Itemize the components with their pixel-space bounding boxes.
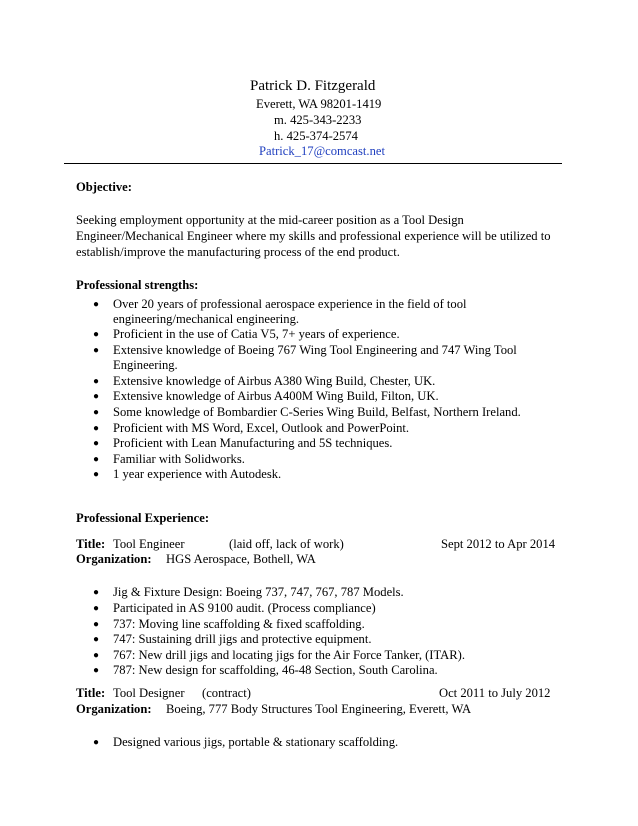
home-phone: h. 425-374-2574	[274, 129, 358, 143]
bullet-icon: ●	[93, 407, 100, 418]
strengths-heading: Professional strengths:	[76, 278, 199, 292]
job-item: 747: Sustaining drill jigs and protective equipment.	[113, 632, 372, 646]
bullet-icon: ●	[93, 634, 100, 645]
mobile-phone: m. 425-343-2233	[274, 113, 362, 127]
strength-item: Extensive knowledge of Airbus A380 Wing Build, Chester, UK.	[113, 374, 436, 388]
bullet-icon: ●	[93, 665, 100, 676]
header-divider	[64, 163, 562, 164]
bullet-icon: ●	[93, 423, 100, 434]
strength-item: Over 20 years of professional aerospace experience in the field of tool	[113, 297, 467, 311]
strength-item: Familiar with Solidworks.	[113, 452, 245, 466]
bullet-icon: ●	[93, 438, 100, 449]
strength-item: Some knowledge of Bombardier C-Series Wing Build, Belfast, Northern Ireland.	[113, 405, 521, 419]
bullet-icon: ●	[93, 454, 100, 465]
bullet-icon: ●	[93, 329, 100, 340]
job-dates: Oct 2011 to July 2012	[439, 686, 551, 700]
job-title: Tool Designer	[113, 686, 185, 700]
job-org-label: Organization:	[76, 702, 152, 716]
job-note: (laid off, lack of work)	[229, 537, 344, 551]
bullet-icon: ●	[93, 345, 100, 356]
address-line: Everett, WA 98201-1419	[256, 97, 382, 111]
job-org-label: Organization:	[76, 552, 152, 566]
objective-line: Seeking employment opportunity at the mid-career position as a Tool Design	[76, 213, 464, 227]
strength-item: Extensive knowledge of Airbus A400M Wing Build, Filton, UK.	[113, 389, 439, 403]
bullet-icon: ●	[93, 469, 100, 480]
objective-line: establish/improve the manufacturing process of the end product.	[76, 245, 400, 259]
strength-item-continued: engineering/mechanical engineering.	[113, 312, 300, 326]
job-item: Jig & Fixture Design: Boeing 737, 747, 767, 787 Models.	[113, 585, 404, 599]
job-item: 737: Moving line scaffolding & fixed scaffolding.	[113, 617, 365, 631]
strength-item: Proficient with MS Word, Excel, Outlook and PowerPoint.	[113, 421, 410, 435]
bullet-icon: ●	[93, 587, 100, 598]
applicant-name: Patrick D. Fitzgerald	[250, 78, 376, 94]
strength-item: 1 year experience with Autodesk.	[113, 467, 282, 481]
strength-item: Extensive knowledge of Boeing 767 Wing Tool Engineering and 747 Wing Tool	[113, 343, 517, 357]
bullet-icon: ●	[93, 650, 100, 661]
job-item: Designed various jigs, portable & stationary scaffolding.	[113, 735, 399, 749]
email-link[interactable]: Patrick_17@comcast.net	[259, 144, 385, 158]
job-org: HGS Aerospace, Bothell, WA	[166, 552, 316, 566]
job-title-label: Title:	[76, 686, 106, 700]
job-item: Participated in AS 9100 audit. (Process compliance)	[113, 601, 376, 615]
job-item: 767: New drill jigs and locating jigs for the Air Force Tanker, (ITAR).	[113, 648, 466, 662]
bullet-icon: ●	[93, 391, 100, 402]
bullet-icon: ●	[93, 299, 100, 310]
bullet-icon: ●	[93, 376, 100, 387]
bullet-icon: ●	[93, 619, 100, 630]
strength-item: Proficient with Lean Manufacturing and 5S techniques.	[113, 436, 393, 450]
bullet-icon: ●	[93, 603, 100, 614]
strength-item-continued: Engineering.	[113, 358, 178, 372]
bullet-icon: ●	[93, 737, 100, 748]
job-org: Boeing, 777 Body Structures Tool Engineering, Everett, WA	[166, 702, 472, 716]
job-note: (contract)	[202, 686, 251, 700]
strength-item: Proficient in the use of Catia V5, 7+ years of experience.	[113, 327, 400, 341]
job-title-label: Title:	[76, 537, 106, 551]
objective-line: Engineer/Mechanical Engineer where my skills and professional experience will be utilized to	[76, 229, 551, 243]
experience-heading: Professional Experience:	[76, 511, 210, 525]
job-dates: Sept 2012 to Apr 2014	[441, 537, 556, 551]
objective-heading: Objective:	[76, 180, 132, 194]
job-item: 787: New design for scaffolding, 46-48 Section, South Carolina.	[113, 663, 438, 677]
job-title: Tool Engineer	[113, 537, 185, 551]
